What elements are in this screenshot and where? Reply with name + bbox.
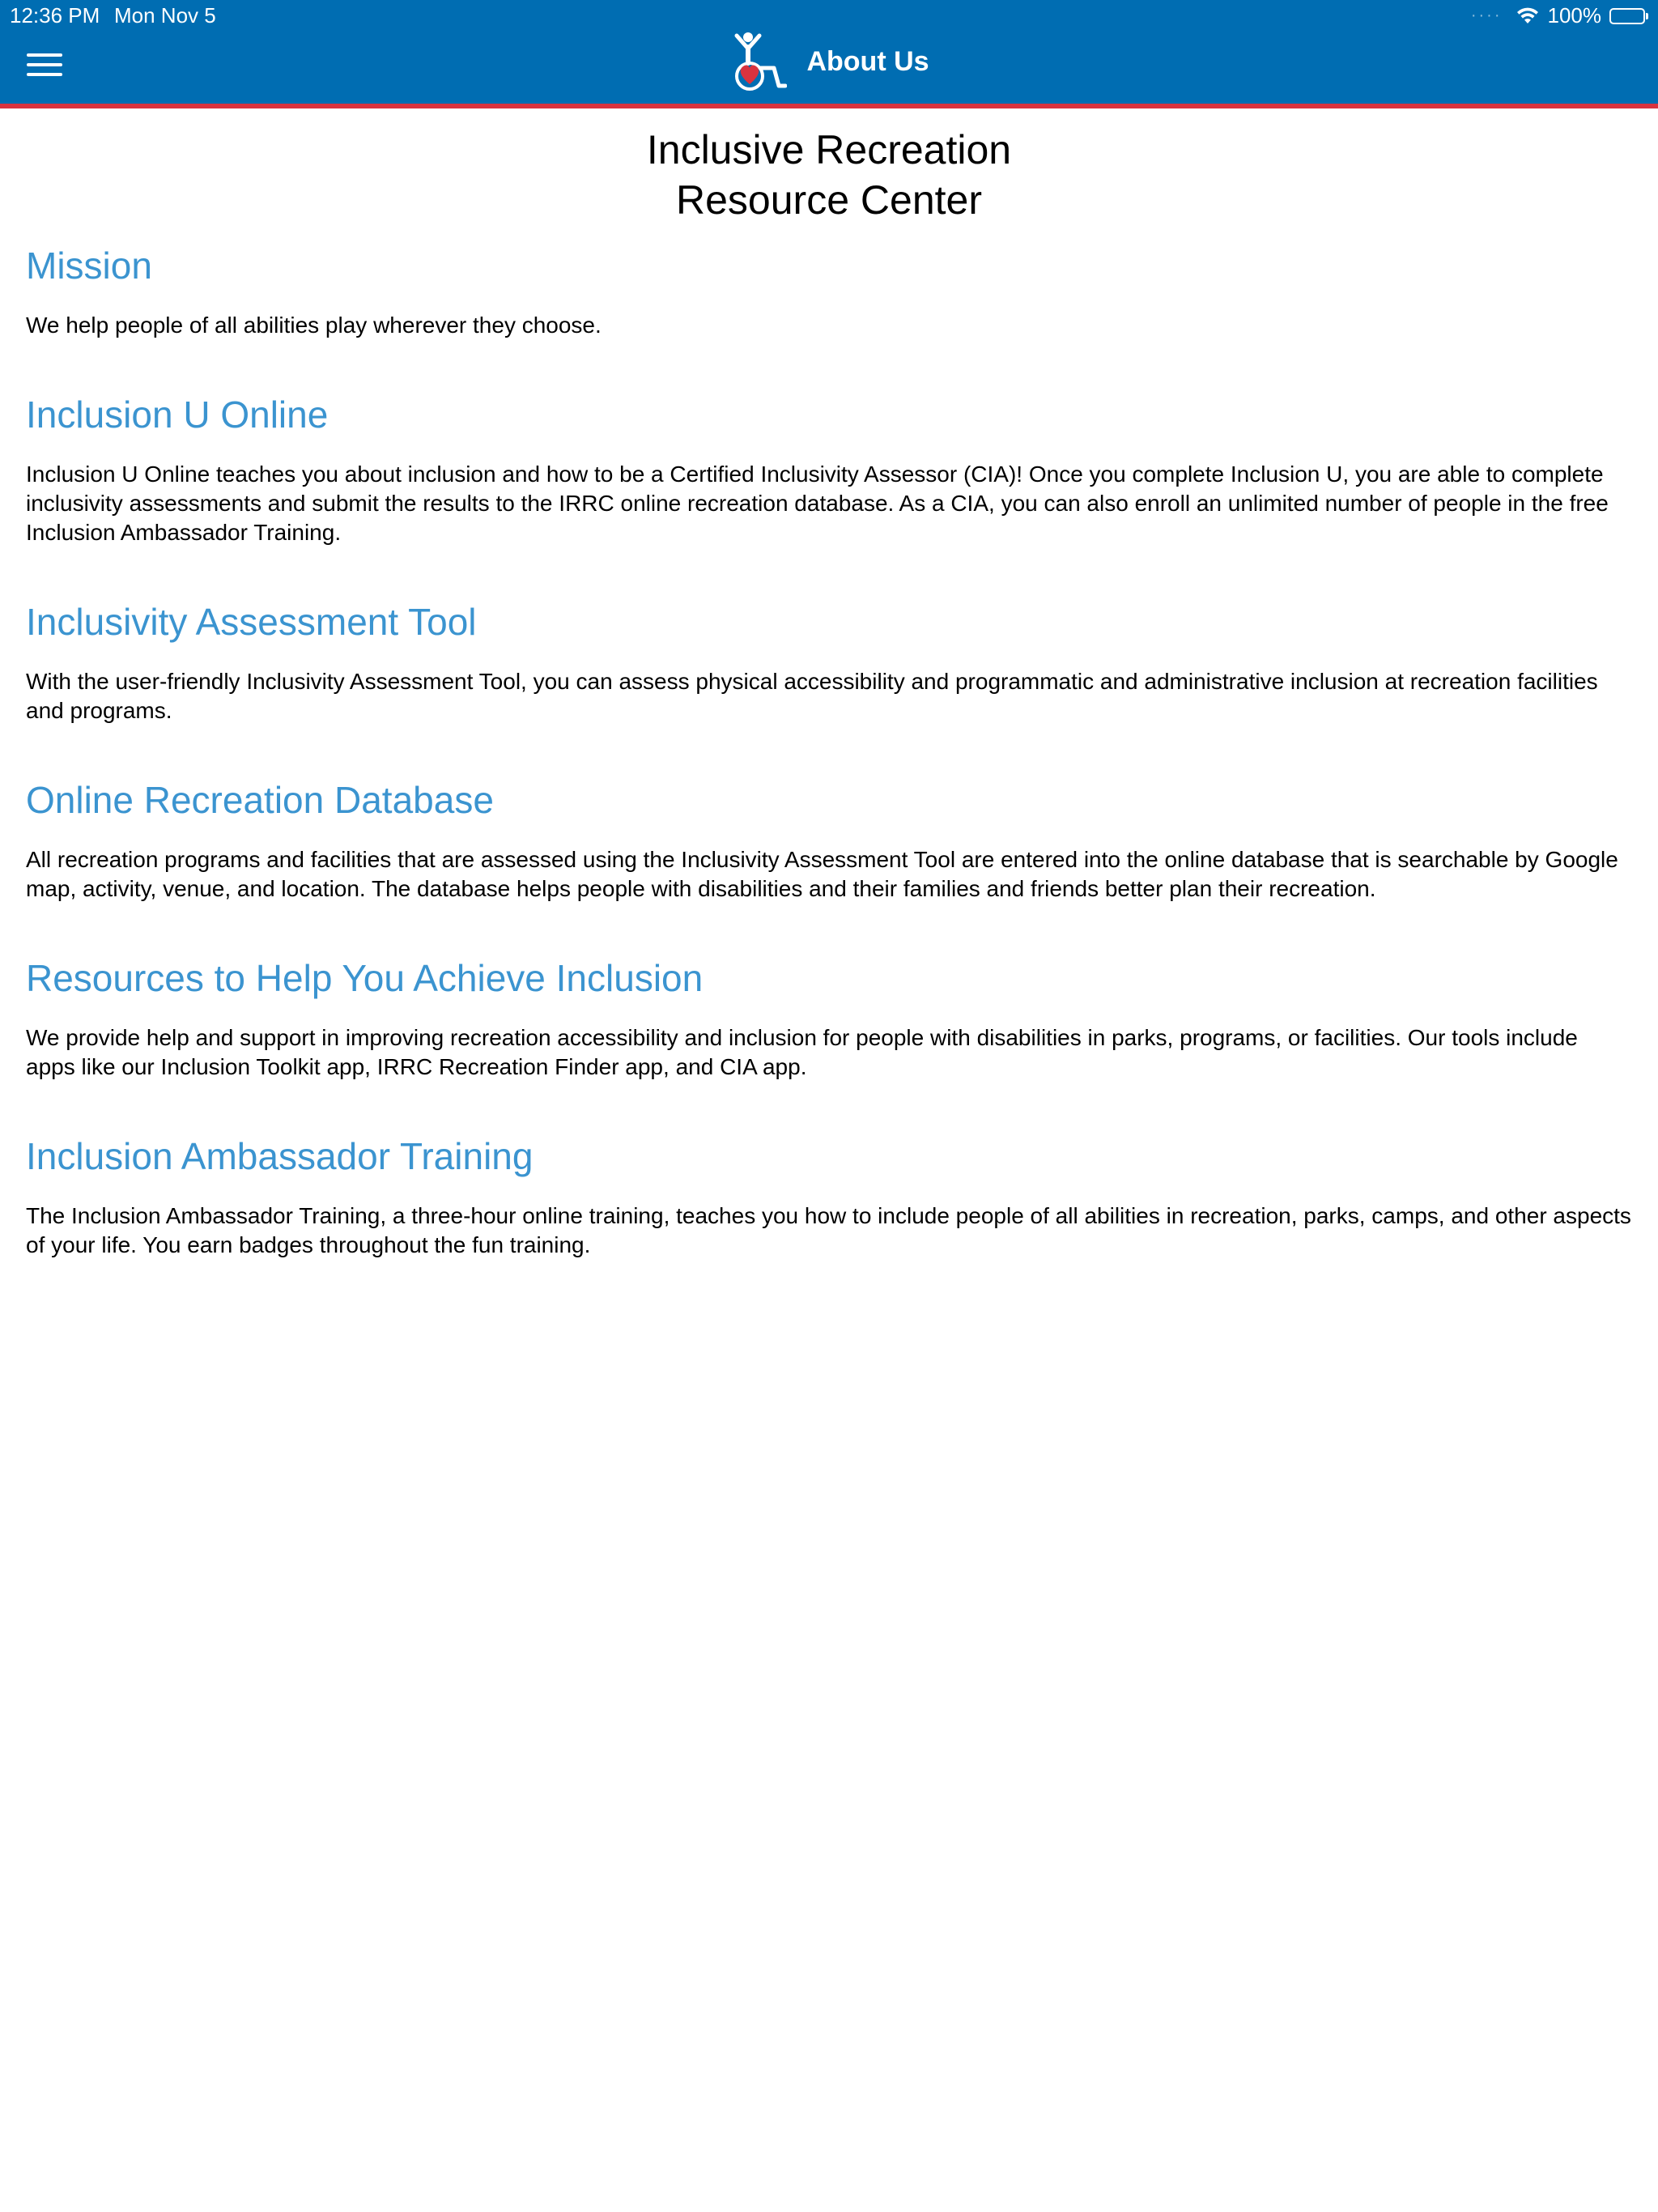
battery-percent: 100%: [1547, 3, 1601, 28]
organization-title-line2: Resource Center: [676, 177, 982, 223]
section-body: All recreation programs and facilities that are assessed using the Inclusivity Assessment Tool are entered into the online database that is searchable by Google map, activity, venue, and location. The database helps people with disabilities and their families and friends better plan their recreation.: [26, 847, 1618, 901]
section-heading: Inclusion Ambassador Training: [26, 1135, 534, 1177]
section-heading: Inclusivity Assessment Tool: [26, 601, 477, 643]
status-indicators: [1471, 3, 1648, 28]
section-body: Inclusion U Online teaches you about inclusion and how to be a Certified Inclusivity Assessor (CIA)! Once you complete Inclusion U, you are able to complete inclusivity assessments and submit the results to the IRRC online recreation database. As a CIA, you can also enroll an unlimited number of people in the free Inclusion Ambassador Training.: [26, 462, 1609, 545]
status-time: 12:36 PM: [10, 3, 100, 28]
section-heading: Resources to Help You Achieve Inclusion: [26, 957, 704, 999]
page-title: About Us: [806, 45, 929, 77]
section-inclusion-u-online: [0, 390, 1658, 547]
status-bar: [0, 0, 1658, 32]
wifi-icon: [1516, 7, 1540, 25]
section-resources: [0, 954, 1658, 1082]
section-mission: [0, 241, 1658, 340]
about-content: [0, 108, 1658, 1260]
section-heading: Mission: [26, 245, 152, 287]
section-online-recreation-database: [0, 776, 1658, 904]
section-body: We provide help and support in improving recreation accessibility and inclusion for people with disabilities in parks, programs, or facilities. Our tools include apps like our Inclusion Toolkit app, IRRC Recreation Finder app, and CIA app.: [26, 1025, 1578, 1079]
nav-title-group: [0, 29, 1658, 94]
section-body: With the user-friendly Inclusivity Assessment Tool, you can assess physical accessibility and programmatic and administrative inclusion at recreation facilities and programs.: [26, 669, 1598, 723]
section-inclusivity-assessment-tool: [0, 598, 1658, 725]
cellular-signal-icon: ····: [1470, 6, 1503, 24]
battery-icon: [1609, 8, 1648, 24]
wheelchair-heart-logo-icon: [729, 31, 787, 92]
section-heading: Online Recreation Database: [26, 779, 494, 821]
section-body: The Inclusion Ambassador Training, a three-hour online training, teaches you how to include people of all abilities in recreation, parks, camps, and other aspects of your life. You earn badges throughout the fun training.: [26, 1203, 1631, 1257]
section-body: We help people of all abilities play wherever they choose.: [26, 313, 602, 338]
section-inclusion-ambassador-training: [0, 1132, 1658, 1260]
app-header: [0, 0, 1658, 108]
organization-title: [0, 125, 1658, 225]
organization-title-line1: Inclusive Recreation: [646, 127, 1012, 172]
section-heading: Inclusion U Online: [26, 393, 329, 436]
status-date: Mon Nov 5: [114, 3, 216, 28]
